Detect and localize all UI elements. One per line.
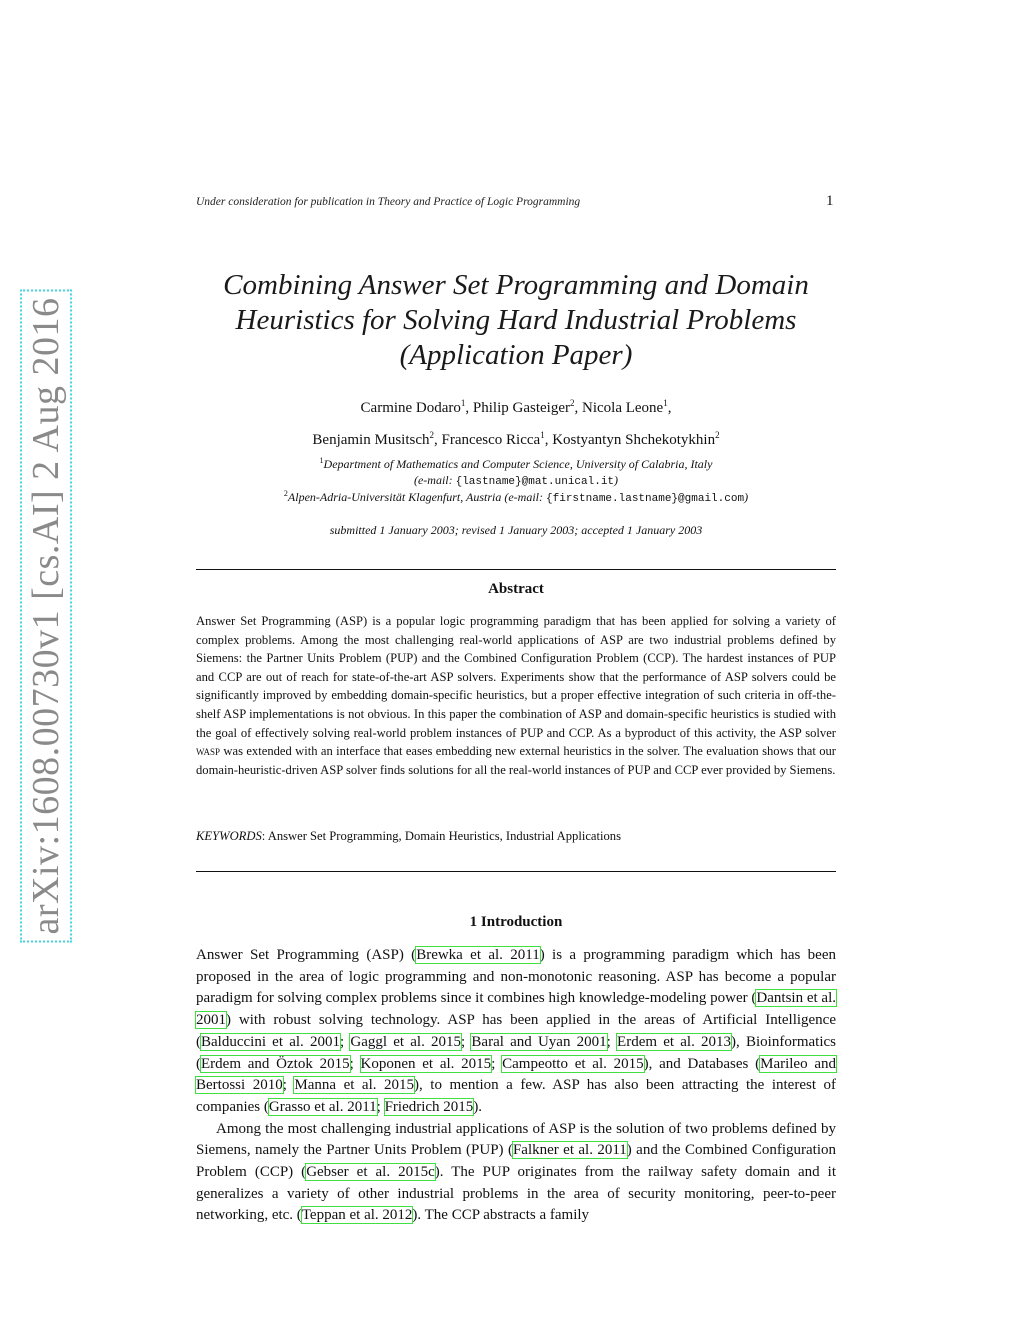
email-address: {lastname}@mat.unical.it: [455, 476, 615, 488]
citation-link[interactable]: Friedrich 2015: [384, 1098, 474, 1115]
author-name: Kostyantyn Shchekotykhin: [552, 432, 716, 448]
introduction-body: [196, 945, 836, 1227]
citation-separator: ;: [282, 1077, 295, 1094]
citation-link[interactable]: Baral and Uyan 2001: [471, 1033, 607, 1050]
abstract-heading: Abstract: [488, 581, 544, 597]
intro-text: ) and the Combined Configuration Problem (CCP) (: [196, 1142, 836, 1181]
citation-link[interactable]: Brewka et al. 2011: [416, 947, 540, 963]
intro-text: Among the most challenging industrial applications of ASP is the solution of two problems defined by Siemens, namely the Partner Units Problem (PUP) (: [196, 1120, 836, 1159]
abstract-text: [196, 612, 836, 779]
intro-text: Answer Set Programming (ASP) (: [196, 947, 417, 963]
paper-title: [196, 268, 836, 373]
running-head: Under consideration for publication in Theory and Practice of Logic Programming: [196, 196, 581, 208]
affiliation-1-email: (e-mail: {lastname}@mat.unical.it): [413, 473, 619, 488]
citation-link[interactable]: Campeotto et al. 2015: [502, 1055, 644, 1072]
citation-link[interactable]: Erdem et al. 2013: [617, 1033, 732, 1050]
intro-text: ), and Databases (: [643, 1055, 761, 1072]
citation-link[interactable]: Erdem and Öztok 2015: [201, 1055, 350, 1072]
citation-separator: ;: [491, 1055, 503, 1072]
page-number: 1: [826, 193, 834, 209]
keywords-text: : Answer Set Programming, Domain Heuristics, Industrial Applications: [261, 829, 622, 843]
citation-link[interactable]: Koponen et al. 2015: [360, 1055, 492, 1072]
intro-paragraph-1: [196, 945, 836, 1119]
intro-text: ).: [473, 1098, 483, 1115]
author-name: Francesco Ricca: [441, 432, 541, 448]
abstract-part-1: Answer Set Programming (ASP) is a popular logic programming paradigm that has been applied for solving a variety of complex problems. Among the most challenging real-world applications of ASP are two industrial problems defined by Siemens: the Partner Units Problem (PUP) and the Combined Configuration Problem (CCP). The hardest instances of PUP and CCP are out of reach for state-of-the-art ASP solvers. Experiments show that the performance of ASP solvers could be significantly improved by embedding domain-specific heuristics, but a proper effective integration of such criteria in off-the-shelf ASP implementations is not obvious. In this paper the combination of ASP and domain-specific heuristics is studied with the goal of effectively solving real-world problem instances of PUP and CCP. As a byproduct of this activity, the ASP solver: [196, 614, 836, 740]
citation-link[interactable]: Marileo and Bertossi 2010: [196, 1055, 837, 1094]
solver-name: wasp: [196, 744, 221, 759]
citation-link[interactable]: Gebser et al. 2015c: [306, 1164, 435, 1181]
citation-link[interactable]: Falkner et al. 2011: [512, 1142, 627, 1159]
author-affil-mark: 2: [715, 430, 720, 440]
author-name: Benjamin Musitsch: [312, 432, 430, 448]
author-affil-mark: 1: [663, 398, 668, 408]
citation-separator: ;: [376, 1098, 385, 1115]
affil-mark: 1: [319, 456, 324, 465]
author-affil-mark: 2: [570, 398, 575, 408]
affil-mark: 2: [283, 489, 288, 498]
intro-text: ). The CCP abstracts a family: [412, 1207, 590, 1224]
abstract-part-2: was extended with an interface that eases embedding new external heuristics in the solver. The evaluation shows that our domain-heuristic-driven ASP solver finds solutions for all the real-world instances of PUP and CCP ever provided by Siemens.: [196, 744, 836, 777]
title-line-1: Combining Answer Set Programming and Domain: [223, 269, 809, 301]
author-name: Nicola Leone: [582, 400, 664, 416]
author-name: Philip Gasteiger: [472, 400, 570, 416]
authors-line-2: Benjamin Musitsch$^2$, Francesco Ricca$^1$, Kostyantyn Shchekotykhin$^2$: [312, 430, 720, 448]
author-affil-mark: 2: [429, 430, 434, 440]
affiliation-1: [196, 456, 836, 472]
email-label: e-mail:: [417, 473, 453, 487]
arxiv-identifier[interactable]: arXiv:1608.00730v1 [cs.AI] 2 Aug 2016: [24, 294, 68, 939]
abstract-bottom-rule: [196, 871, 836, 872]
title-line-3: (Application Paper): [399, 339, 633, 371]
author-affil-mark: 1: [540, 430, 545, 440]
citation-link[interactable]: Gaggl et al. 2015: [350, 1033, 462, 1050]
affiliation-2: $^2$Alpen-Adria-Universität Klagenfurt, Austria (e-mail: {firstname.lastname}@gmail.com): [283, 489, 749, 505]
author-name: Carmine Dodaro: [360, 400, 461, 416]
citation-separator: ;: [349, 1055, 361, 1072]
citation-link[interactable]: Grasso et al. 2011: [268, 1098, 377, 1115]
intro-paragraph-2: [196, 1119, 836, 1228]
citation-separator: ;: [340, 1033, 351, 1050]
affil-2-text: Alpen-Adria-Universität Klagenfurt, Austria: [287, 490, 502, 504]
arxiv-stamp[interactable]: [25, 297, 67, 935]
abstract-top-rule: [196, 569, 836, 570]
intro-text: ), Bioinformatics (: [196, 1033, 836, 1072]
citation-link[interactable]: Dantsin et al. 2001: [196, 990, 836, 1029]
affil-1-text: Department of Mathematics and Computer Science, University of Calabria, Italy: [323, 457, 713, 471]
keywords-label: KEYWORDS: [196, 829, 262, 843]
email-label: e-mail:: [508, 490, 544, 504]
email-address: {firstname.lastname}@gmail.com: [546, 493, 745, 505]
intro-text: ) with robust solving technology. ASP has been applied in the areas of Artificial Intelligence (: [196, 1012, 836, 1050]
intro-text: ) is a programming paradigm which has been proposed in the area of logic programming and non-monotonic reasoning. ASP has become a popular paradigm for solving complex problems since it combines high knowledge-modeling power (: [196, 947, 837, 1007]
citation-separator: ;: [606, 1033, 618, 1050]
intro-text: ). The PUP originates from the railway safety domain and it generalizes a variety of other industrial problems in the area of security monitoring, peer-to-peer networking, etc. (: [196, 1164, 836, 1224]
intro-text: ), to mention a few. ASP has also been attracting the interest of companies (: [196, 1077, 837, 1115]
title-line-2: Heuristics for Solving Hard Industrial Problems: [235, 304, 797, 336]
section-heading-introduction: 1 Introduction: [469, 914, 563, 930]
citation-link[interactable]: Teppan et al. 2012: [301, 1207, 413, 1224]
citation-link[interactable]: Manna et al. 2015: [294, 1077, 415, 1094]
authors-line-1: Carmine Dodaro$^1$, Philip Gasteiger$^2$, Nicola Leone$^1$,: [360, 398, 672, 416]
author-affil-mark: 1: [460, 398, 466, 408]
citation-link[interactable]: Balduccini et al. 2001: [201, 1033, 340, 1050]
citation-separator: ;: [461, 1033, 472, 1050]
submission-dates: submitted 1 January 2003; revised 1 January 2003; accepted 1 January 2003: [329, 523, 703, 537]
keywords: [196, 829, 836, 844]
